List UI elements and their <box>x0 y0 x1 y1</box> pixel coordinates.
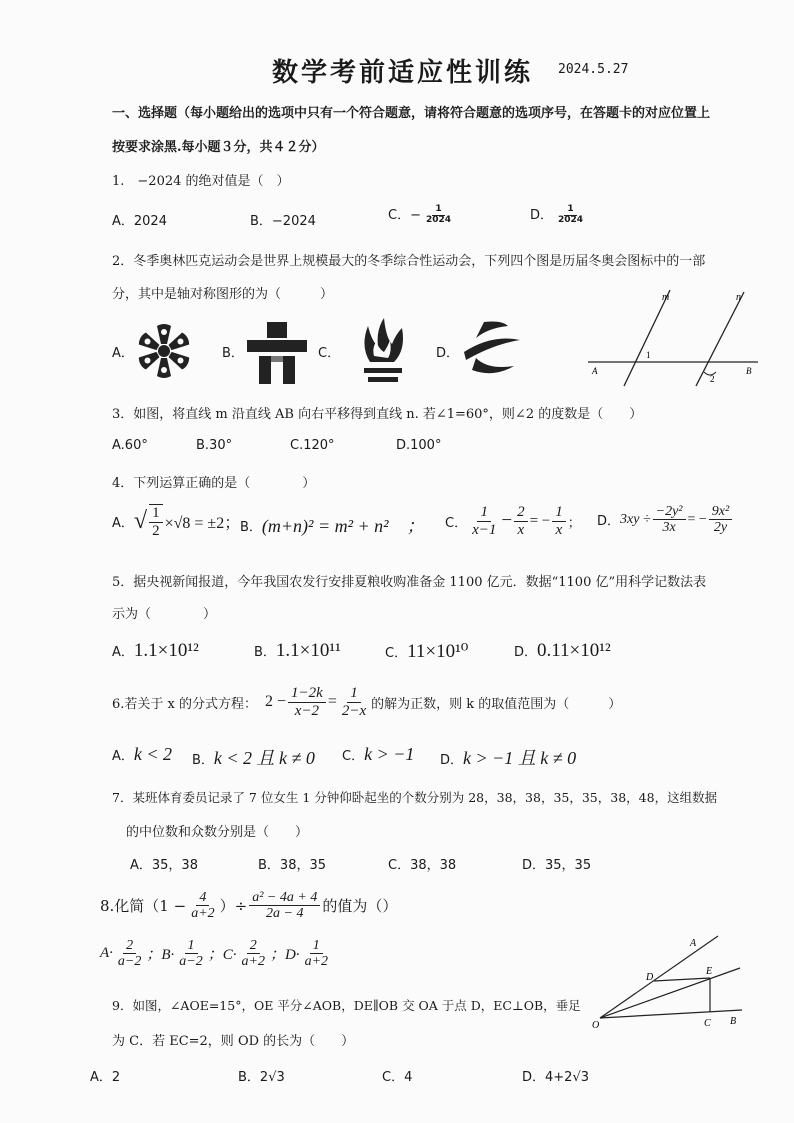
label-e: E <box>706 966 713 977</box>
q6-option-d: D．k > −1 且 k ≠ 0 <box>440 748 577 768</box>
label-m: m <box>662 292 670 303</box>
q2-option-c: C． <box>318 346 341 361</box>
exam-date: 2024.5.27 <box>558 62 629 77</box>
snowflake-logo-icon <box>133 320 195 382</box>
label-a: A <box>592 366 598 376</box>
line-n <box>696 292 744 386</box>
q3-option-c: C.120° <box>290 438 335 453</box>
ray-oe <box>600 968 740 1018</box>
q1-stem: 1. −2024 的绝对值是（ ） <box>112 174 290 189</box>
ray-ob <box>600 1010 742 1018</box>
label-c: C <box>704 1018 711 1029</box>
q7-option-b: B．38，35 <box>258 858 327 873</box>
q3-stem: 3．如图，将直线 m 沿直线 AB 向右平移得到直线 n. 若∠1=60°，则∠2 的度数是（ ） <box>112 407 643 422</box>
q3-figure-parallel-lines <box>586 286 760 392</box>
q5-option-b: B．1.1×10¹¹ <box>254 640 341 661</box>
q5-option-c: C．11×10¹⁰ <box>385 641 469 662</box>
q9-option-b: B．2√3 <box>238 1070 285 1085</box>
q7-stem-line2: 的中位数和众数分别是（ ） <box>126 825 309 840</box>
q2-option-a: A． <box>112 346 134 361</box>
label-angle-1: 1 <box>646 350 651 360</box>
q7-stem-line1: 7．某班体育委员记录了 7 位女生 1 分钟仰卧起坐的个数分别为 28，38，38，35，35，38，48，这组数据 <box>112 790 718 805</box>
q5-stem-line1: 5．据央视新闻报道，今年我国农发行安排夏粮收购准备金 1100 亿元．数据“1100 亿”用科学记数法表 <box>112 575 707 590</box>
q7-option-d: D．35，35 <box>522 858 592 873</box>
q3-option-d: D.100° <box>396 438 442 453</box>
label-o: O <box>592 1020 600 1030</box>
q5-option-a: A．1.1×10¹² <box>112 640 199 661</box>
label-b: B <box>730 1016 737 1027</box>
q2-option-d: D． <box>436 346 460 361</box>
q2-option-b: B． <box>222 346 244 361</box>
ribbon-logo-icon <box>458 318 524 382</box>
q4-option-a: A． √ $\frac{1}{2}$ ×√8 = ±2； <box>112 505 241 539</box>
q8-options: A· $\frac{2}{a-2}$ ；B· $\frac{1}{a-2}$ ；C· $\frac{2}{a+2}$ ；D· $\frac{1}{a+2}$ <box>100 938 329 970</box>
q4-option-c: C． $\frac{1}{x-1}$ − $\frac{2}{x}$ = − $\frac{1}{x}$ ； <box>445 504 581 538</box>
q7-option-a: A．35，38 <box>130 858 198 873</box>
q8-stem: 8.化简（1 − $\frac{4}{a+2}$ ）÷ $\frac{\text{a² − 4a + 4}}{2a - 4}$ 的值为（） <box>100 890 398 922</box>
q3-option-a: A.60° <box>112 438 148 453</box>
q1-option-c: C．− $\frac{1}{2024}$ <box>388 204 452 225</box>
q9-figure-angle <box>590 930 750 1030</box>
q2-stem-line1: 2．冬季奥林匹克运动会是世界上规模最大的冬季综合性运动会，下列四个图是历届冬奥会图标中的一部 <box>112 254 706 269</box>
q9-option-c: C．4 <box>382 1070 413 1085</box>
q4-option-d: D． 3xy ÷ $\frac{\text{−2y²}}{3x}$ = − $\frac{\text{9x²}}{2y}$ <box>597 504 734 536</box>
label-angle-2: 2 <box>710 374 715 384</box>
q1-option-d: D． $\frac{1}{2024}$ <box>530 204 584 225</box>
q5-option-d: D．0.11×10¹² <box>514 640 611 661</box>
ray-oa <box>600 936 718 1018</box>
q9-stem-line2: 为 C．若 EC=2，则 OD 的长为（ ） <box>112 1034 355 1049</box>
q1-option-b: B．−2024 <box>250 214 316 229</box>
q3-option-b: B.30° <box>196 438 233 453</box>
q9-option-d: D．4+2√3 <box>522 1070 589 1085</box>
q4-option-b: B． (m+n)² = m² + n² ； <box>240 516 425 536</box>
q4-stem: 4．下列运算正确的是（ ） <box>112 476 316 491</box>
q5-stem-line2: 示为（ ） <box>112 607 217 622</box>
label-a: A <box>690 938 697 949</box>
q6-option-a: A．k < 2 <box>112 744 173 764</box>
q6-option-b: B．k < 2 且 k ≠ 0 <box>192 748 315 768</box>
q7-option-c: C．38，38 <box>388 858 457 873</box>
line-m <box>624 290 670 386</box>
inukshuk-logo-icon <box>245 320 309 386</box>
label-b: B <box>746 366 752 376</box>
q6-option-c: C．k > −1 <box>342 744 415 764</box>
q9-option-a: A．2 <box>90 1070 121 1085</box>
label-d: D <box>646 972 654 983</box>
segment-de <box>654 978 710 981</box>
flame-logo-icon <box>358 316 408 388</box>
section-instructions-line2: 按要求涂黑.每小题３分，共４２分） <box>112 140 325 155</box>
q2-stem-line2: 分，其中是轴对称图形的为（ ） <box>112 287 334 302</box>
q6-stem: 6.若关于 x 的分式方程： 2 − $\frac{1-2k}{x-2}$ = $\frac{1}{2-x}$ 的解为正数，则 k 的取值范围为（ ） <box>112 685 622 719</box>
q9-stem-line1: 9．如图，∠AOE=15°，OE 平分∠AOB，DE∥OB 交 OA 于点 D，EC⊥OB，垂足 <box>112 998 581 1013</box>
q1-option-a: A．2024 <box>112 214 167 229</box>
section-instructions-line1: 一、选择题（每小题给出的选项中只有一个符合题意，请将符合题意的选项序号，在答题卡的对应位置上 <box>112 106 711 121</box>
label-n: n <box>736 292 741 303</box>
page-title: 数学考前适应性训练 <box>272 58 534 88</box>
